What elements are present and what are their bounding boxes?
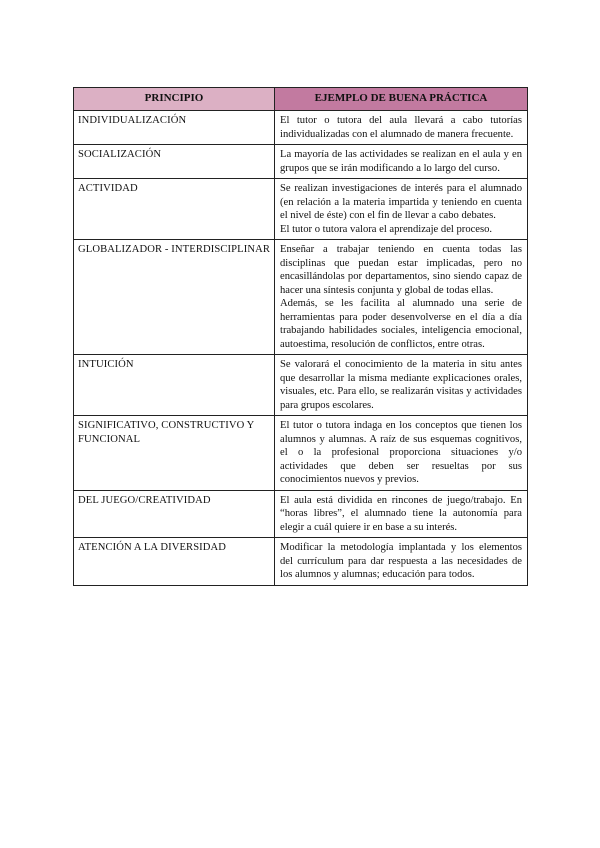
ejemplo-paragraph: La mayoría de las actividades se realizan en el aula y en grupos que se irán modificando a lo largo del curso. <box>280 149 522 174</box>
table-row <box>74 538 528 586</box>
ejemplo-paragraph: Se valorará el conocimiento de la materia in situ antes que desarrollar la misma mediante explicaciones orales, visuales, etc. Para ello, se realizarán visitas y actividades para grupos escolares. <box>280 359 522 411</box>
ejemplo-cell <box>275 179 528 240</box>
ejemplo-paragraph: Enseñar a trabajar teniendo en cuenta todas las disciplinas que puedan estar implicadas, pero no encasillándolas por departamentos, sino siendo capaz de hacer una síntesis conjunta y global de todas ellas. <box>280 244 522 296</box>
ejemplo-paragraph: Además, se les facilita al alumnado una serie de herramientas para poder desenvolverse en el día a día trabajando habilidades sociales, inteligencia emocional, autoestima, resolución de conflictos, entre otras. <box>280 298 522 350</box>
ejemplo-cell <box>275 355 528 416</box>
ejemplo-cell <box>275 240 528 355</box>
ejemplo-cell <box>275 490 528 538</box>
ejemplo-paragraph: El aula está dividida en rincones de juego/trabajo. En “horas libres”, el alumnado tiene la autonomía para elegir a cuál quiere ir en base a su interés. <box>280 494 522 533</box>
table-row <box>74 355 528 416</box>
principles-table <box>73 87 528 586</box>
principio-cell: GLOBALIZADOR - INTERDISCIPLINAR <box>74 240 275 355</box>
table-row <box>74 179 528 240</box>
header-ejemplo: EJEMPLO DE BUENA PRÁCTICA <box>275 88 528 111</box>
principio-cell: INTUICIÓN <box>74 355 275 416</box>
ejemplo-cell <box>275 416 528 491</box>
table-row <box>74 111 528 145</box>
table-header-row <box>74 88 528 111</box>
principio-cell: SOCIALIZACIÓN <box>74 145 275 179</box>
table-row <box>74 240 528 355</box>
principio-cell: ACTIVIDAD <box>74 179 275 240</box>
table-row <box>74 145 528 179</box>
ejemplo-paragraph: El tutor o tutora indaga en los conceptos que tienen los alumnos y alumnas. A raíz de sus esquemas cognitivos, el o la profesional proporciona situaciones y/o actividades que deben ser resueltas por sus conocimientos nuevos y previos. <box>280 420 522 485</box>
table-row <box>74 416 528 491</box>
principio-cell: INDIVIDUALIZACIÓN <box>74 111 275 145</box>
principio-cell: DEL JUEGO/CREATIVIDAD <box>74 490 275 538</box>
ejemplo-cell <box>275 145 528 179</box>
principio-cell: SIGNIFICATIVO, CONSTRUCTIVO Y FUNCIONAL <box>74 416 275 491</box>
ejemplo-paragraph: Se realizan investigaciones de interés para el alumnado (en relación a la materia impartida y teniendo en cuenta el nivel de éste) con el fin de llevar a cabo debates. <box>280 183 522 221</box>
principio-cell: ATENCIÓN A LA DIVERSIDAD <box>74 538 275 586</box>
table-row <box>74 490 528 538</box>
ejemplo-cell <box>275 111 528 145</box>
ejemplo-paragraph: El tutor o tutora valora el aprendizaje del proceso. <box>280 223 493 235</box>
header-principio: PRINCIPIO <box>74 88 275 111</box>
ejemplo-cell <box>275 538 528 586</box>
ejemplo-paragraph: El tutor o tutora del aula llevará a cabo tutorías individualizadas con el alumnado de manera frecuente. <box>280 115 522 140</box>
ejemplo-paragraph: Modificar la metodología implantada y los elementos del currículum para dar respuesta a las necesidades de los alumnos y alumnas; educación para todos. <box>280 542 522 580</box>
